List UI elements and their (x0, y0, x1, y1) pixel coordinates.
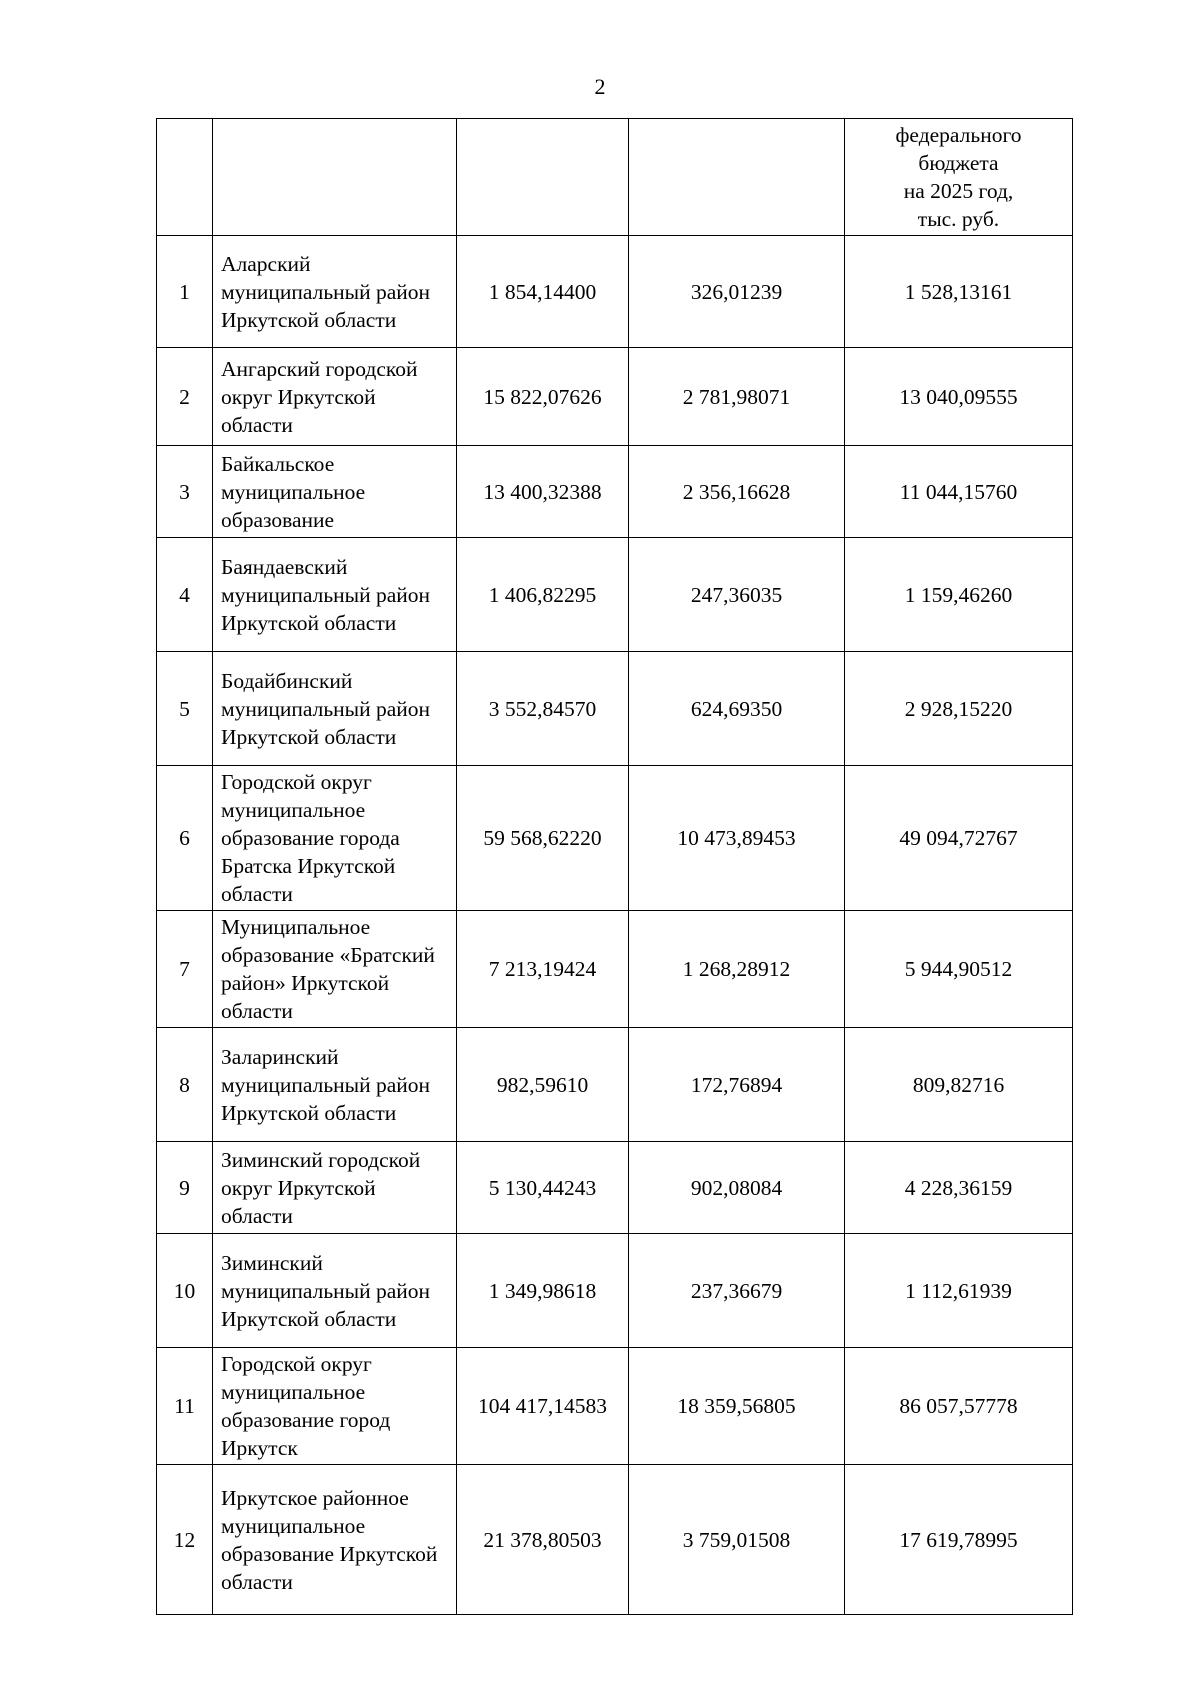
municipality-name: Городской округ муниципальное образование города Братска Иркутской области (213, 766, 457, 911)
header-cell-num (157, 119, 213, 236)
row-number: 10 (157, 1234, 213, 1348)
municipality-name: Городской округ муниципальное образование город Иркутск (213, 1348, 457, 1465)
municipality-name: Бодайбинский муниципальный район Иркутской области (213, 652, 457, 766)
table-row (157, 911, 1073, 1028)
table-row (157, 446, 1073, 538)
table-row (157, 348, 1073, 446)
amount-regional: 902,08084 (629, 1142, 845, 1234)
amount-federal: 4 228,36159 (845, 1142, 1073, 1234)
header-cell-name (213, 119, 457, 236)
amount-regional: 247,36035 (629, 538, 845, 652)
municipality-name: Муниципальное образование «Братский район» Иркутской области (213, 911, 457, 1028)
municipality-name: Зиминский городской округ Иркутской области (213, 1142, 457, 1234)
municipality-name: Зиминский муниципальный район Иркутской области (213, 1234, 457, 1348)
amount-federal: 1 528,13161 (845, 236, 1073, 348)
table-row (157, 1142, 1073, 1234)
amount-regional: 172,76894 (629, 1028, 845, 1142)
municipality-name: Заларинский муниципальный район Иркутской области (213, 1028, 457, 1142)
amount-total: 13 400,32388 (457, 446, 629, 538)
amount-federal: 17 619,78995 (845, 1465, 1073, 1615)
budget-table (156, 118, 1073, 1615)
amount-federal: 1 159,46260 (845, 538, 1073, 652)
amount-regional: 2 356,16628 (629, 446, 845, 538)
row-number: 11 (157, 1348, 213, 1465)
amount-regional: 1 268,28912 (629, 911, 845, 1028)
amount-federal: 809,82716 (845, 1028, 1073, 1142)
row-number: 4 (157, 538, 213, 652)
header-line: тыс. руб. (917, 207, 1000, 231)
page-number: 2 (594, 74, 606, 99)
table-row (157, 1028, 1073, 1142)
row-number: 3 (157, 446, 213, 538)
header-line: бюджета (918, 151, 999, 175)
row-number: 5 (157, 652, 213, 766)
amount-federal: 5 944,90512 (845, 911, 1073, 1028)
amount-federal: 13 040,09555 (845, 348, 1073, 446)
amount-total: 59 568,62220 (457, 766, 629, 911)
amount-total: 1 854,14400 (457, 236, 629, 348)
amount-regional: 237,36679 (629, 1234, 845, 1348)
table-row (157, 538, 1073, 652)
amount-total: 15 822,07626 (457, 348, 629, 446)
row-number: 8 (157, 1028, 213, 1142)
amount-total: 5 130,44243 (457, 1142, 629, 1234)
municipality-name: Байкальское муниципальное образование (213, 446, 457, 538)
row-number: 7 (157, 911, 213, 1028)
amount-total: 104 417,14583 (457, 1348, 629, 1465)
header-cell-federal (845, 119, 1073, 236)
amount-regional: 624,69350 (629, 652, 845, 766)
table-row (157, 1234, 1073, 1348)
row-number: 12 (157, 1465, 213, 1615)
municipality-name: Иркутское районное муниципальное образование Иркутской области (213, 1465, 457, 1615)
table-row (157, 1348, 1073, 1465)
header-line: федерального (895, 123, 1022, 147)
amount-federal: 11 044,15760 (845, 446, 1073, 538)
header-cell-regional (629, 119, 845, 236)
amount-regional: 2 781,98071 (629, 348, 845, 446)
amount-federal: 86 057,57778 (845, 1348, 1073, 1465)
header-line: на 2025 год, (903, 179, 1014, 203)
amount-regional: 18 359,56805 (629, 1348, 845, 1465)
municipality-name: Баяндаевский муниципальный район Иркутской области (213, 538, 457, 652)
row-number: 1 (157, 236, 213, 348)
header-cell-total (457, 119, 629, 236)
amount-total: 21 378,80503 (457, 1465, 629, 1615)
row-number: 6 (157, 766, 213, 911)
municipality-name: Аларский муниципальный район Иркутской области (213, 236, 457, 348)
amount-total: 1 406,82295 (457, 538, 629, 652)
table-row (157, 652, 1073, 766)
amount-regional: 10 473,89453 (629, 766, 845, 911)
table-row (157, 1465, 1073, 1615)
amount-regional: 3 759,01508 (629, 1465, 845, 1615)
row-number: 9 (157, 1142, 213, 1234)
amount-regional: 326,01239 (629, 236, 845, 348)
table-row (157, 236, 1073, 348)
amount-federal: 49 094,72767 (845, 766, 1073, 911)
amount-total: 3 552,84570 (457, 652, 629, 766)
table-row (157, 766, 1073, 911)
row-number: 2 (157, 348, 213, 446)
amount-federal: 2 928,15220 (845, 652, 1073, 766)
amount-total: 982,59610 (457, 1028, 629, 1142)
amount-federal: 1 112,61939 (845, 1234, 1073, 1348)
header-row (157, 119, 1073, 236)
municipality-name: Ангарский городской округ Иркутской области (213, 348, 457, 446)
amount-total: 1 349,98618 (457, 1234, 629, 1348)
amount-total: 7 213,19424 (457, 911, 629, 1028)
